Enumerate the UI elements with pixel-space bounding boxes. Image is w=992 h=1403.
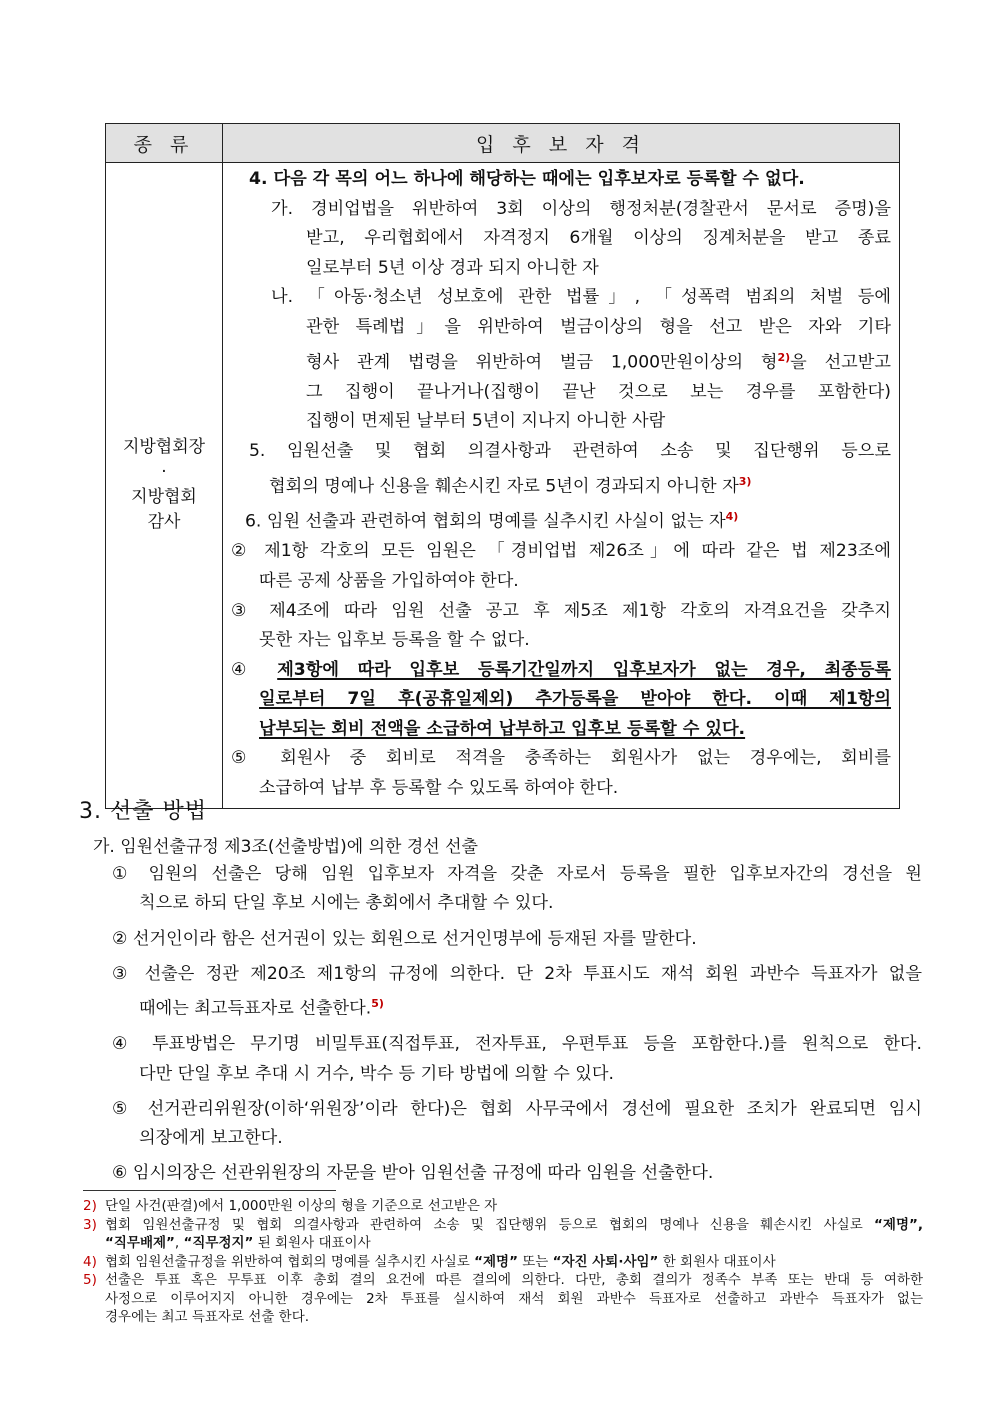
footnote-3-line1	[83, 1216, 923, 1235]
clause-5-line2	[231, 467, 891, 502]
clause-6	[231, 502, 891, 537]
footnote-4-tail: 한 회원사 대표이사	[658, 1253, 776, 1270]
circle-5-line2: 소급하여 납부 후 등록할 수 있도록 하여야 한다.	[259, 778, 619, 799]
footnote-3-bold-3: “직무정지”	[183, 1235, 254, 1251]
clause-5-line2-text: 협회의 명예나 신용을 훼손시킨 자로 5년이 경과되지 아니한 자	[269, 476, 739, 497]
item-2-line1: ② 선거인이라 함은 선거권이 있는 회원으로 선거인명부에 등재된 자를 말한다.	[112, 928, 697, 949]
item-5-line2: 의장에게 보고한다.	[139, 1128, 283, 1149]
item-1-line1: ① 임원의 선출은 당해 임원 입후보자 자격을 갖춘 자로서 등록을 필한 입후보자간의 경선을 원	[112, 864, 922, 884]
list-item	[112, 1030, 922, 1089]
item-3-line2	[112, 989, 922, 1024]
footnote-3-number: 3)	[83, 1216, 97, 1233]
footnote-ref-2: 2)	[777, 350, 791, 364]
clause-4-na-line3-tail: 을 선고받고	[790, 352, 891, 373]
circle-2-line2: 따른 공제 상품을 가입하여야 한다.	[259, 570, 519, 591]
footnote-3-line2	[83, 1234, 923, 1253]
footnote-2	[83, 1197, 923, 1216]
footnote-divider	[83, 1190, 336, 1191]
section-title: 3. 선출 방법	[79, 799, 207, 824]
clause-4: 4. 다음 각 목의 어느 하나에 해당하는 때에는 입후보자로 등록할 수 없다.	[249, 169, 805, 189]
circle-4-line1	[231, 656, 891, 686]
kind-separator: ·	[161, 462, 167, 483]
list-item	[112, 1159, 922, 1188]
footnote-2-text: 단일 사건(판결)에서 1,000만원 이상의 형을 기준으로 선고받은 자	[105, 1198, 498, 1214]
list-item	[112, 960, 922, 1025]
table-header-row	[106, 124, 900, 163]
item-5-line1: ⑤ 선거관리위원장(이하‘위원장’이라 한다)은 협회 사무국에서 경선에 필요한 조치가 완료되면 임시	[112, 1098, 922, 1119]
circle-4-line3	[231, 715, 891, 745]
header-qualification: 입 후 보 자 격	[223, 124, 900, 163]
footnote-5-text-1: 선출은 투표 혹은 무투표 이후 총회 결의 요건에 따른 결의에 의한다. 다만, 총회 결의가 정족수 부족 또는 반대 등 여하한	[105, 1272, 923, 1288]
circle-4-line2-text: 일로부터 7일 후(공휴일제외) 추가등록을 받아야 한다. 이때 제1항의	[259, 689, 891, 710]
clause-4-na-line5: 집행이 면제된 날부터 5년이 지나지 아니한 사람	[306, 411, 666, 432]
clause-4-ga-line1: 가. 경비업법을 위반하여 3회 이상의 행정처분(경찰관서 문서로 증명)을	[271, 198, 891, 219]
clause-6-text: 6. 임원 선출과 관련하여 협회의 명예를 실추시킨 사실이 없는 자	[245, 511, 726, 532]
footnote-4	[83, 1253, 923, 1272]
footnote-4-mid: 또는	[517, 1253, 553, 1270]
footnote-3-sep: ,	[174, 1235, 184, 1251]
kind-label-2: 지방협회	[131, 487, 197, 508]
clause-4-ga-line2: 받고, 우리협회에서 자격정지 6개월 이상의 징계처분을 받고 종료	[306, 228, 891, 249]
footnote-5-line2: 사정으로 이루어지지 아니한 경우에는 2차 투표를 실시하여 재석 회원 과반수 득표자로 선출하고 과반수 득표자가 없는	[105, 1290, 923, 1307]
circle-4-line2	[231, 685, 891, 715]
kind-label-3: 감사	[147, 512, 181, 533]
election-method-list	[112, 860, 922, 1195]
qualification-content	[223, 163, 900, 809]
list-item	[112, 925, 922, 954]
circle-3-line2: 못한 자는 입후보 등록을 할 수 없다.	[259, 630, 530, 651]
item-4-line2: 다만 단일 후보 추대 시 거수, 박수 등 기타 방법에 의할 수 있다.	[139, 1063, 614, 1084]
footnote-3-tail: 된 회원사 대표이사	[253, 1235, 371, 1251]
footnote-3-text: 협회 임원선출규정 및 협회 의결사항과 관련하여 소송 및 집단행위 등으로 협회의 명예나 신용을 훼손시킨 사실로	[105, 1216, 875, 1233]
footnote-ref-5: 5)	[371, 997, 384, 1011]
clause-4-na-line2: 관한 특례법」을 위반하여 벌금이상의 형을 선고 받은 자와 기타	[306, 316, 891, 337]
footnote-3-bold-2: “직무배제”	[105, 1235, 175, 1251]
header-kind: 종 류	[106, 124, 223, 163]
clause-4-na-line4: 그 집행이 끝나거나(집행이 끝난 것으로 보는 경우를 포함한다)	[306, 381, 891, 402]
item-1-line2: 칙으로 하되 단일 후보 시에는 총회에서 추대할 수 있다.	[139, 893, 554, 914]
kind-cell	[106, 163, 223, 809]
clause-4-na-line1: 나. 「아동·청소년 성보호에 관한 법률」, 「성폭력 범죄의 처벌 등에	[271, 287, 891, 308]
footnote-ref-4: 4)	[725, 510, 739, 523]
footnote-2-number: 2)	[83, 1198, 97, 1214]
clause-4-ga-line3: 일로부터 5년 이상 경과 되지 아니한 자	[306, 257, 599, 278]
qualification-table	[105, 123, 900, 809]
list-item	[112, 860, 922, 919]
table-row	[106, 163, 900, 809]
circle-4-line3-text: 납부되는 회비 전액을 소급하여 납부하고 입후보 등록할 수 있다.	[259, 718, 746, 739]
circle-3-line1: ③ 제4조에 따라 임원 선출 공고 후 제5조 제1항 각호의 자격요건을 갖추지	[231, 600, 891, 621]
clause-4-na-line3	[231, 343, 891, 378]
item-4-line1: ④ 투표방법은 무기명 비밀투표(직접투표, 전자투표, 우편투표 등을 포함한다.)를 원칙으로 한다.	[112, 1034, 922, 1055]
clause-4-na-line3-text: 형사 관계 법령을 위반하여 벌금 1,000만원이상의 형	[306, 352, 778, 373]
footnote-4-number: 4)	[83, 1253, 97, 1270]
footnote-5-line3: 경우에는 최고 득표자로 선출 한다.	[105, 1309, 310, 1325]
footnote-5-number: 5)	[83, 1272, 97, 1288]
footnote-5-line1	[83, 1271, 923, 1290]
circle-5-line1: ⑤ 회원사 중 회비로 적격을 충족하는 회원사가 없는 경우에는, 회비를	[231, 748, 891, 769]
circle-2-line1: ② 제1항 각호의 모든 임원은 「경비업법 제26조」에 따라 같은 법 제23조에	[231, 541, 891, 562]
list-item	[112, 1095, 922, 1154]
section-subtitle: 가. 임원선출규정 제3조(선출방법)에 의한 경선 선출	[93, 837, 478, 857]
circle-4-mark: ④	[231, 659, 260, 680]
footnote-4-bold-2: “자진 사퇴·사임”	[552, 1253, 659, 1270]
footnotes	[83, 1197, 923, 1327]
footnote-4-bold-1: “제명”	[474, 1253, 518, 1270]
item-3-line2-text: 때에는 최고득표자로 선출한다.	[139, 998, 372, 1019]
clause-5-line1: 5. 임원선출 및 협회 의결사항과 관련하여 소송 및 집단행위 등으로	[249, 441, 891, 462]
footnote-3-bold-1: “제명”,	[874, 1216, 923, 1233]
item-3-line1: ③ 선출은 정관 제20조 제1항의 규정에 의한다. 단 2차 투표시도 재석 회원 과반수 득표자가 없을	[112, 963, 922, 984]
footnote-4-text: 협회 임원선출규정을 위반하여 협회의 명예를 실추시킨 사실로	[105, 1253, 475, 1270]
footnote-ref-3: 3)	[738, 474, 752, 488]
item-6-line1: ⑥ 임시의장은 선관위원장의 자문을 받아 임원선출 규정에 따라 임원을 선출한다.	[112, 1163, 714, 1184]
kind-label-1: 지방협회장	[122, 437, 206, 458]
circle-4-line1-text: 제3항에 따라 입후보 등록기간일까지 입후보자가 없는 경우, 최종등록	[277, 659, 891, 680]
